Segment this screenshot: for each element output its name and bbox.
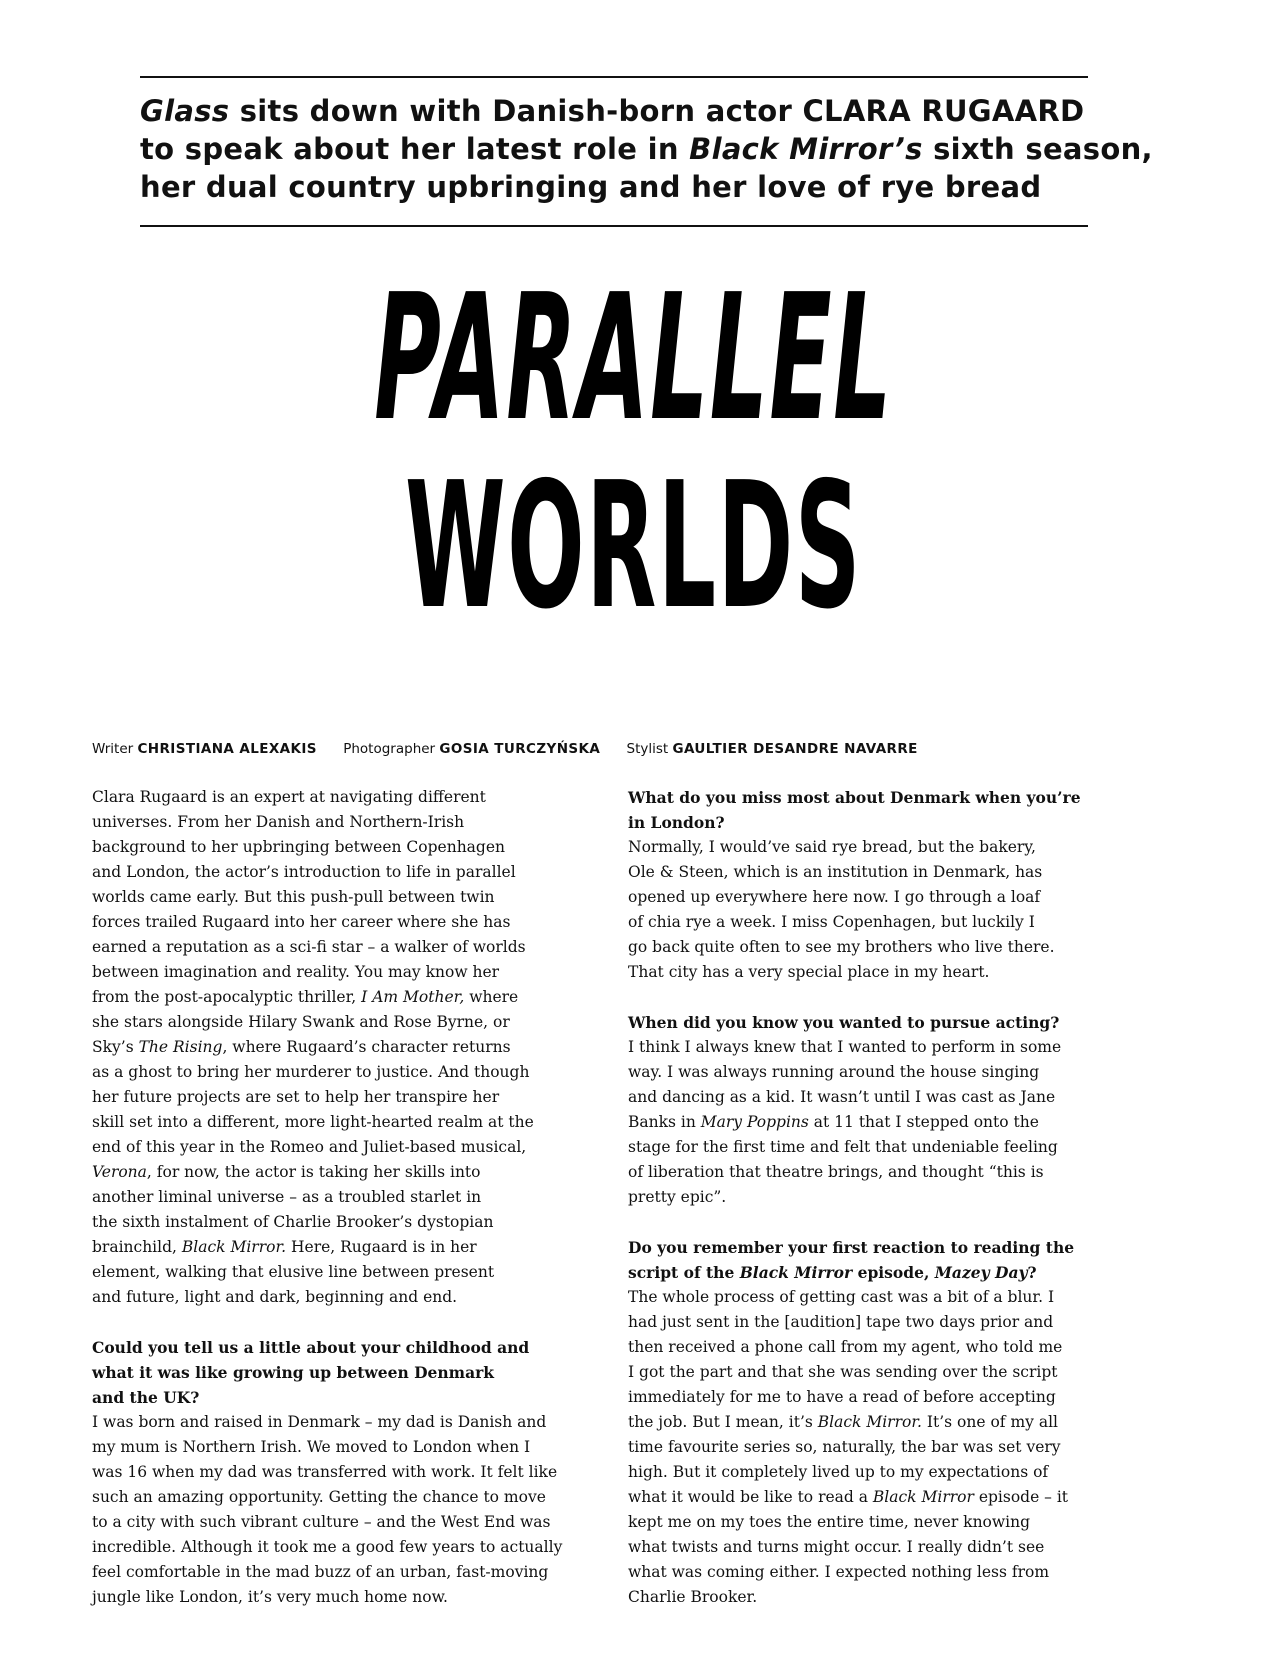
qa-first-reaction [628, 1235, 1148, 1610]
answer-line: what twists and turns might occur. I really didn’t see [628, 1538, 1045, 1556]
text-line: forces trailed Rugaard into her career where she has [92, 913, 511, 931]
question-line: what it was like growing up between Denmark [92, 1363, 495, 1382]
show-title: Verona [92, 1163, 147, 1181]
intro-paragraph [92, 785, 612, 1310]
answer-line: pretty epic”. [628, 1188, 727, 1206]
paragraph-gap [92, 1310, 612, 1335]
answer-line: feel comfortable in the mad buzz of an urban, fast-moving [92, 1563, 549, 1581]
headline-line-2 [0, 446, 1267, 649]
show-title: Black Mirror. [181, 1238, 287, 1256]
answer-line: The whole process of getting cast was a bit of a blur. I [628, 1288, 1055, 1306]
answer-line: incredible. Although it took me a good few years to actually [92, 1538, 563, 1556]
qa-childhood [92, 1335, 612, 1610]
question-line: Could you tell us a little about your childhood and [92, 1338, 530, 1357]
paragraph-gap [628, 1210, 1148, 1235]
top-divider [140, 76, 1088, 78]
credit-stylist [627, 741, 918, 757]
answer-line: jungle like London, it’s very much home now. [92, 1588, 448, 1606]
text-run: what it would be like to read a [628, 1488, 873, 1506]
text-run: It’s one of my all [921, 1413, 1058, 1431]
answer-line: then received a phone call from my agent, who told me [628, 1338, 1063, 1356]
answer-line: time favourite series so, naturally, the bar was set very [628, 1438, 1061, 1456]
credit-photographer [343, 741, 600, 757]
credit-role: Stylist [626, 741, 669, 757]
question-line: When did you know you wanted to pursue acting? [628, 1013, 1060, 1032]
answer-line: was 16 when my dad was transferred with work. It felt like [92, 1463, 558, 1481]
answer-line: way. I was always running around the house singing [628, 1063, 1040, 1081]
answer-line: of chia rye a week. I miss Copenhagen, but luckily I [628, 913, 1035, 931]
text-line: between imagination and reality. You may know her [92, 963, 500, 981]
text-line: another liminal universe – as a troubled starlet in [92, 1188, 482, 1206]
qa-acting [628, 1010, 1148, 1210]
text-line: and future, light and dark, beginning and end. [92, 1288, 458, 1306]
credits-line [92, 741, 1192, 757]
text-line: she stars alongside Hilary Swank and Rose Byrne, or [92, 1013, 510, 1031]
answer-line [628, 1410, 1148, 1435]
text-line: as a ghost to bring her murderer to justice. And though [92, 1063, 530, 1081]
text-run: from the post-apocalyptic thriller, [92, 988, 362, 1006]
text-run: , for now, the actor is taking her skills into [146, 1163, 481, 1181]
answer-line: my mum is Northern Irish. We moved to London when I [92, 1438, 531, 1456]
answer-line: I got the part and that she was sending over the script [628, 1363, 1058, 1381]
text-run: , where Rugaard’s character returns [222, 1038, 511, 1056]
actor-name: CLARA RUGAARD [802, 94, 1085, 128]
answer-line: of liberation that theatre brings, and thought “this is [628, 1163, 1044, 1181]
show-title: Black Mirror [872, 1488, 974, 1506]
text-line: worlds came early. But this push-pull between twin [92, 888, 495, 906]
answer-line: I was born and raised in Denmark – my dad is Danish and [92, 1413, 547, 1431]
credit-name: GOSIA TURCZYŃSKA [439, 741, 601, 757]
paragraph-gap [628, 985, 1148, 1010]
column-right [628, 785, 1148, 1610]
answer-line: opened up everywhere here now. I go through a loaf [628, 888, 1041, 906]
answer-line: immediately for me to have a read of before accepting [628, 1388, 1056, 1406]
standfirst-line-3: her dual country upbringing and her love of rye bread [140, 170, 1042, 204]
text-run: script of the [628, 1263, 740, 1282]
answer-line: what was coming either. I expected nothing less from [628, 1563, 1050, 1581]
magazine-name: Glass [140, 94, 230, 128]
answer-line: had just sent in the [audition] tape two days prior and [628, 1313, 1054, 1331]
answer-line: and dancing as a kid. It wasn’t until I was cast as Jane [628, 1088, 1056, 1106]
answer-line: kept me on my toes the entire time, never knowing [628, 1513, 1031, 1531]
question-line: and the UK? [92, 1388, 200, 1407]
question-line: What do you miss most about Denmark when you’re [628, 788, 1081, 807]
headline-word-parallel: PARALLEL [374, 258, 893, 461]
credit-role: Writer [92, 741, 134, 757]
text-run: episode, [852, 1263, 935, 1282]
answer-line: Charlie Brooker. [628, 1588, 758, 1606]
text-run: Here, Rugaard is in her [286, 1238, 477, 1256]
text-line: earned a reputation as a sci-fi star – a walker of worlds [92, 938, 526, 956]
answer-line: go back quite often to see my brothers who live there. [628, 938, 1055, 956]
column-left [92, 785, 612, 1610]
answer-line: stage for the first time and felt that undeniable feeling [628, 1138, 1058, 1156]
answer-line: Normally, I would’ve said rye bread, but the bakery, [628, 838, 1036, 856]
headline-word-worlds: WORLDS [405, 446, 862, 649]
text-line [92, 985, 612, 1010]
text-run: brainchild, [92, 1238, 182, 1256]
text-run: episode – it [973, 1488, 1069, 1506]
film-title: I Am Mother, [361, 988, 465, 1006]
text-line [92, 1160, 612, 1185]
credit-role: Photographer [343, 741, 436, 757]
show-title: Black Mirror’s [689, 132, 923, 166]
credit-writer [92, 741, 317, 757]
standfirst-text: to speak about her latest role in [140, 132, 690, 166]
text-line: Clara Rugaard is an expert at navigating different [92, 788, 486, 806]
text-line [92, 1035, 612, 1060]
answer-line [628, 1485, 1148, 1510]
text-run: Banks in [628, 1113, 701, 1131]
text-run: where [464, 988, 519, 1006]
show-title: The Rising [138, 1038, 223, 1056]
standfirst-text: sixth season, [922, 132, 1153, 166]
answer-line: I think I always knew that I wanted to perform in some [628, 1038, 1062, 1056]
qa-denmark [628, 785, 1148, 985]
text-line: skill set into a different, more light-hearted realm at the [92, 1113, 534, 1131]
text-run: Sky’s [92, 1038, 139, 1056]
answer-line: to a city with such vibrant culture – and the West End was [92, 1513, 551, 1531]
answer-line: That city has a very special place in my heart. [628, 963, 990, 981]
credit-name: GAULTIER DESANDRE NAVARRE [672, 741, 918, 757]
text-line [92, 1235, 612, 1260]
text-line: background to her upbringing between Copenhagen [92, 838, 505, 856]
episode-title: Mazey Day [934, 1263, 1028, 1282]
text-run: at 11 that I stepped onto the [808, 1113, 1039, 1131]
text-line: universes. From her Danish and Northern-Irish [92, 813, 465, 831]
answer-line: Ole & Steen, which is an institution in Denmark, has [628, 863, 1043, 881]
standfirst [140, 92, 1153, 206]
question-line: in London? [628, 813, 725, 832]
credit-name: CHRISTIANA ALEXAKIS [137, 741, 317, 757]
show-title: Black Mirror. [817, 1413, 922, 1431]
text-run: the job. But I mean, it’s [628, 1413, 818, 1431]
text-line: element, walking that elusive line between present [92, 1263, 495, 1281]
text-line: and London, the actor’s introduction to life in parallel [92, 863, 516, 881]
standfirst-text: sits down with Danish-born actor [229, 94, 803, 128]
answer-line: such an amazing opportunity. Getting the chance to move [92, 1488, 546, 1506]
question-line: Do you remember your first reaction to reading the [628, 1238, 1075, 1257]
answer-line [628, 1110, 1148, 1135]
answer-line: high. But it completely lived up to my expectations of [628, 1463, 1049, 1481]
text-line: end of this year in the Romeo and Juliet-based musical, [92, 1138, 527, 1156]
show-title: Mary Poppins [700, 1113, 809, 1131]
standfirst-line-2 [140, 130, 1153, 168]
show-title: Black Mirror [739, 1263, 853, 1282]
bottom-divider [140, 225, 1088, 227]
text-run: ? [1027, 1263, 1037, 1282]
text-line: the sixth instalment of Charlie Brooker’s dystopian [92, 1213, 494, 1231]
standfirst-line-1 [140, 92, 1100, 130]
question-line [628, 1260, 1148, 1285]
text-line: her future projects are set to help her transpire her [92, 1088, 500, 1106]
